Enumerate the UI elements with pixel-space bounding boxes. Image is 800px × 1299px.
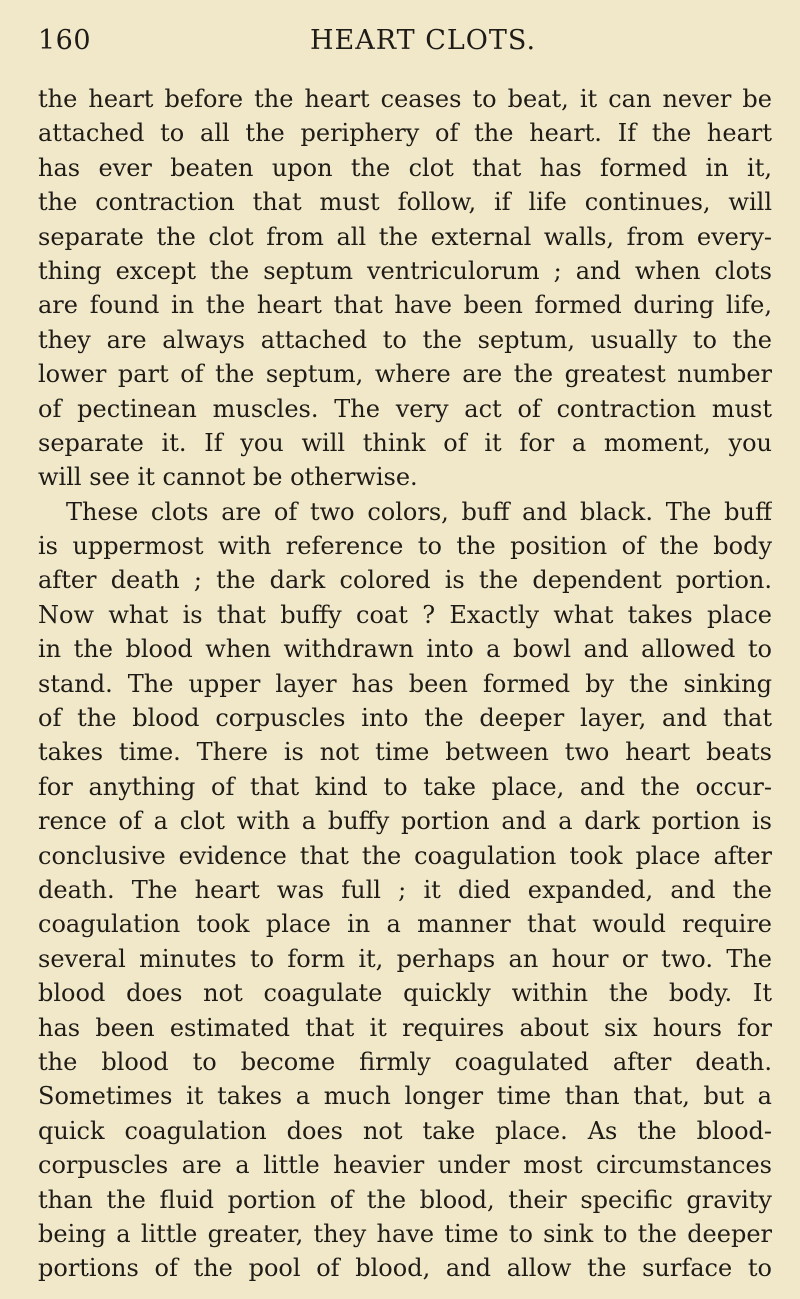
text-line: death. The heart was full ; it died expanded, and the — [38, 875, 772, 904]
text-line: several minutes to form it, perhaps an hour or two. The — [38, 944, 772, 973]
text-line: than the fluid portion of the blood, their specific gravity — [38, 1185, 772, 1214]
text-line: coagulation took place in a manner that would require — [38, 910, 772, 939]
text-line: separate it. If you will think of it for a moment, you — [38, 428, 772, 457]
text-line: after death ; the dark colored is the dependent portion. — [38, 566, 772, 595]
text-line: corpuscles are a little heavier under most circumstances — [38, 1151, 772, 1180]
text-line: they are always attached to the septum, usually to the — [38, 325, 772, 354]
text-line: separate the clot from all the external walls, from every- — [38, 222, 772, 251]
text-line: These clots are of two colors, buff and black. The buff — [66, 497, 772, 526]
page-header — [38, 18, 772, 64]
text-line: Sometimes it takes a much longer time than that, but a — [38, 1082, 772, 1111]
text-line: being a little greater, they have time to sink to the deeper — [38, 1219, 772, 1248]
text-line: quick coagulation does not take place. As the blood- — [38, 1116, 772, 1145]
text-line: in the blood when withdrawn into a bowl and allowed to — [38, 635, 772, 664]
text-line: Now what is that buffy coat ? Exactly what takes place — [38, 600, 772, 629]
text-line: for anything of that kind to take place, and the occur- — [38, 772, 772, 801]
text-line: has ever beaten upon the clot that has formed in it, — [38, 153, 772, 182]
text-line: stand. The upper layer has been formed by the sinking — [38, 669, 772, 698]
text-line: portions of the pool of blood, and allow the surface to — [38, 1254, 772, 1283]
page-number: 160 — [38, 25, 92, 56]
text-line: the blood to become firmly coagulated after death. — [38, 1047, 772, 1076]
text-line: thing except the septum ventriculorum ; and when clots — [38, 256, 772, 285]
text-line: conclusive evidence that the coagulation took place after — [38, 841, 772, 870]
running-head: HEART CLOTS. — [310, 25, 537, 56]
body-text — [38, 82, 772, 1286]
text-line: of the blood corpuscles into the deeper layer, and that — [38, 704, 772, 733]
text-line: the heart before the heart ceases to beat, it can never be — [38, 85, 772, 113]
text-line: the contraction that must follow, if life continues, will — [38, 188, 772, 217]
text-line: attached to all the periphery of the heart. If the heart — [38, 119, 772, 148]
text-line: blood does not coagulate quickly within the body. It — [38, 979, 772, 1008]
text-line: is uppermost with reference to the position of the body — [38, 532, 772, 561]
text-line: takes time. There is not time between two heart beats — [38, 738, 772, 767]
text-line: lower part of the septum, where are the greatest number — [38, 360, 772, 389]
text-line: will see it cannot be otherwise. — [38, 463, 418, 492]
text-line: are found in the heart that have been formed during life, — [38, 291, 772, 320]
text-line: of pectinean muscles. The very act of contraction must — [38, 394, 772, 423]
text-line: rence of a clot with a buffy portion and a dark portion is — [38, 807, 772, 836]
text-line: has been estimated that it requires about six hours for — [38, 1013, 772, 1042]
